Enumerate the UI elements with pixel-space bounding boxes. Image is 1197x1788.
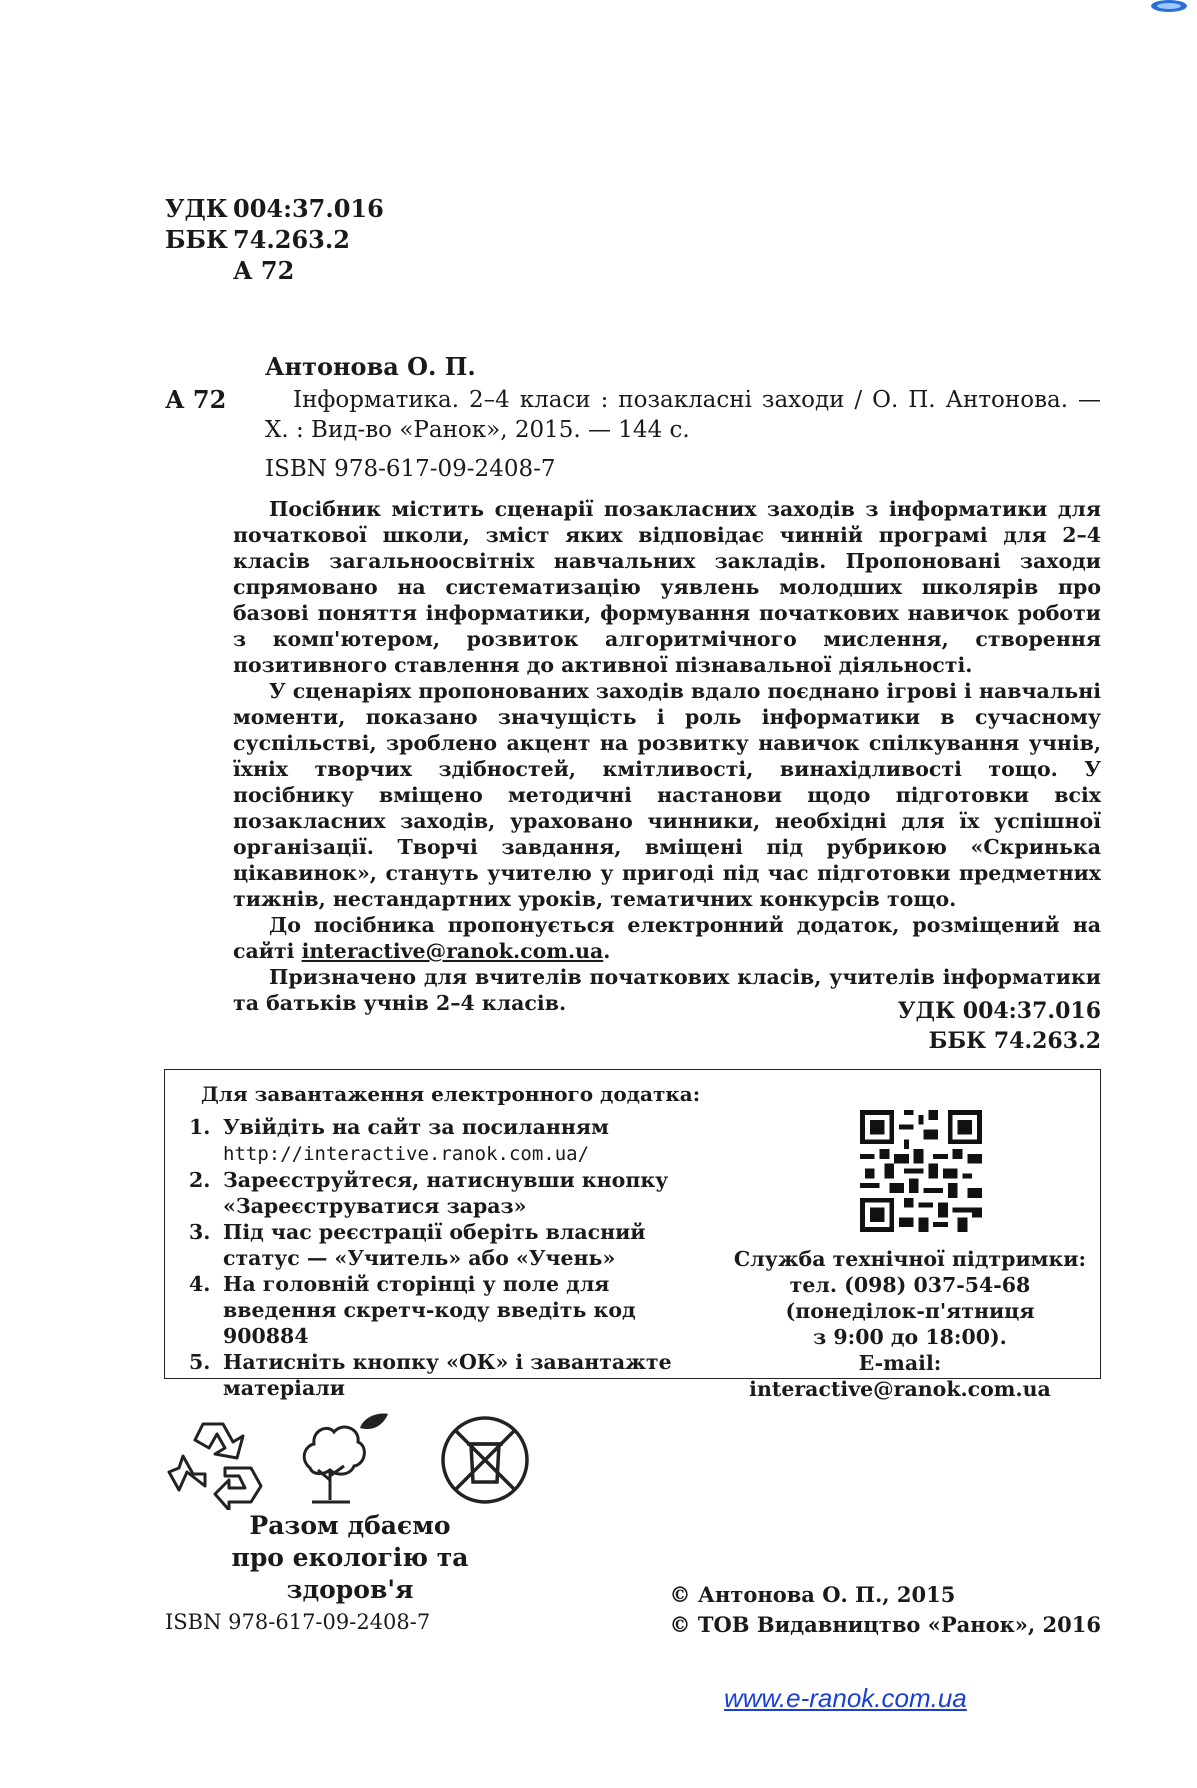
list-item: 3. Під час реєстрації оберіть власний статус — «Учитель» або «Учень» xyxy=(189,1220,646,1270)
website-link[interactable]: www.e-ranok.com.ua xyxy=(724,1683,967,1713)
bibliographic-record: Інформатика. 2–4 класи : позакласні заходи / О. П. Антонова. — Х. : Вид-во «Ранок», 2015. — 144 с. xyxy=(265,387,1101,443)
support-email: E-mail: interactive@ranok.com.ua xyxy=(749,1351,1051,1401)
qr-code-icon[interactable] xyxy=(860,1110,982,1232)
copyright: © Антонова О. П., 2015 © ТОВ Видавництво «Ранок», 2016 xyxy=(669,1582,1101,1637)
bbk-code: ББК 74.263.2 xyxy=(165,225,350,254)
support-phone: тел. (098) 037-54-68 xyxy=(789,1273,1031,1297)
steps-list xyxy=(189,1114,709,1401)
list-item: 2. Зареєструйтеся, натиснувши кнопку «Зареєструватися зараз» xyxy=(189,1168,669,1218)
list-item: 1. Увійдіть на сайт за посиланням http://interactive.ranok.com.ua/ xyxy=(189,1115,609,1165)
tech-support: Служба технічної підтримки: тел. (098) 037-54-68 (понеділок-п'ятниця з 9:00 до 18:00). E-mail: interactive@ranok.com.ua xyxy=(730,1246,1090,1402)
site-url[interactable]: http://interactive.ranok.com.ua/ xyxy=(223,1143,590,1165)
recycle-icon xyxy=(165,1410,265,1510)
list-item: 4. На головній сторінці у поле для введення скретч-коду введіть код 900884 xyxy=(189,1272,636,1348)
tree-icon xyxy=(300,1410,395,1510)
author-mark: А 72 xyxy=(233,256,295,285)
box-title: Для завантаження електронного додатка: xyxy=(201,1082,701,1106)
isbn-top: ISBN 978-617-09-2408-7 xyxy=(265,456,556,482)
udk-bbk-right: УДК 004:37.016 ББК 74.263.2 xyxy=(897,998,1101,1054)
classification-codes xyxy=(165,193,384,286)
abstract-paragraph-3: До посібника пропонується електронний додаток, розміщений на сайті interactive@ranok.com.ua. xyxy=(233,913,1101,963)
author-cipher: А 72 xyxy=(165,385,227,414)
abstract-paragraph-1: Посібник містить сценарії позакласних заходів з інформатики для початкової школи, зміст яких відповідає чинній програмі для 2–4 класів загальноосвітніх навчальних закладів. Пропоновані заходи спрямовано на систематизацію уявлень молодших школярів про базові поняття інформатики, формування початкових навичок роботи з комп'ютером, розвиток алгоритмічного мислення, створення позитивного ставлення до активної пізнавальної діяльності. xyxy=(233,497,1101,677)
download-instructions-box xyxy=(164,1069,1101,1401)
supplement-link[interactable]: interactive@ranok.com.ua xyxy=(301,939,604,963)
eco-slogan: Разом дбаємо про екологію та здоров'я xyxy=(231,1511,469,1604)
abstract xyxy=(233,496,1101,1016)
udk-code: УДК 004:37.016 xyxy=(165,194,384,223)
no-dispose-icon xyxy=(437,1412,533,1508)
abstract-paragraph-4: Призначено для вчителів початкових класів, учителів інформатики та батьків учнів 2–4 класів. xyxy=(233,965,1101,1015)
isbn-bottom: ISBN 978-617-09-2408-7 xyxy=(165,1610,431,1634)
abstract-paragraph-2: У сценаріях пропонованих заходів вдало поєднано ігрові і навчальні моменти, показано значущість і роль інформатики в сучасному суспільстві, зроблено акцент на розвитку навичок спілкування учнів, їхніх творчих здібностей, кмітливості, винахідливості тощо. У посібнику вміщено методичні настанови щодо підготовки всіх позакласних заходів, ураховано чинники, необхідні для їх успішної організації. Творчі завдання, вміщені під рубрикою «Скринька цікавинок», стануть учителю у пригоді під час підготовки предметних тижнів, нестандартних уроків, тематичних конкурсів тощо. xyxy=(233,679,1101,911)
list-item: 5. Натисніть кнопку «ОК» і завантажте матеріали xyxy=(189,1350,672,1400)
publisher-logo-icon xyxy=(1149,0,1189,14)
author-name: Антонова О. П. xyxy=(265,352,476,381)
